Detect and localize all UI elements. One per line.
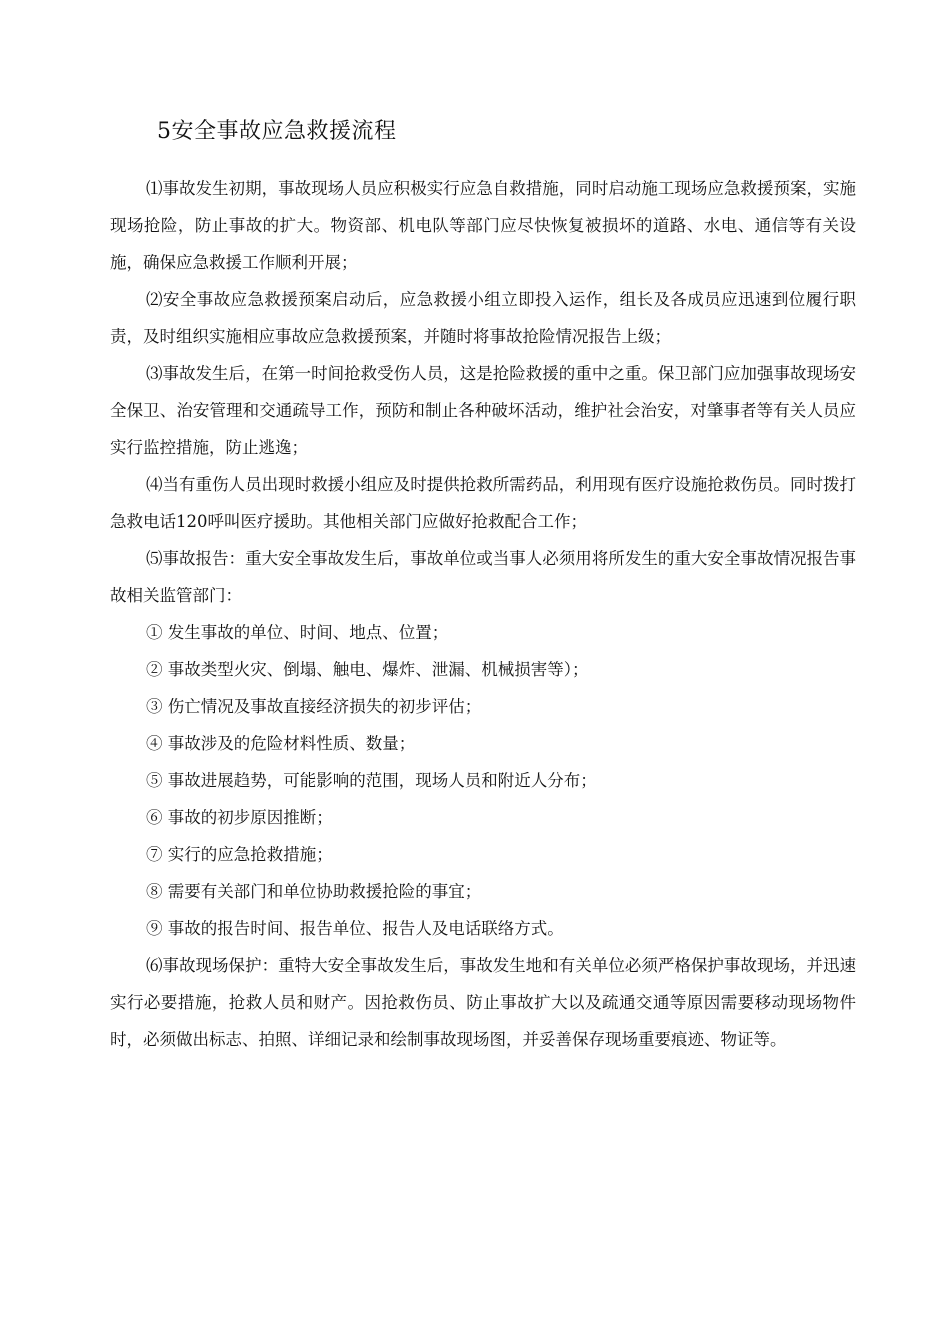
report-item-9: ⑨ 事故的报告时间、报告单位、报告人及电话联络方式。 bbox=[146, 919, 564, 938]
report-item-7: ⑦ 实行的应急抢救措施； bbox=[146, 845, 333, 864]
section-title: 5安全事故应急救援流程 bbox=[157, 119, 397, 144]
report-item-3: ③ 伤亡情况及事故直接经济损失的初步评估； bbox=[146, 697, 482, 716]
report-item-list bbox=[110, 614, 856, 947]
paragraph-2: ⑵安全事故应急救援预案启动后，应急救援小组立即投入运作，组长及各成员应迅速到位履行职责，及时组织实施相应事故应急救援预案，并随时将事故抢险情况报告上级； bbox=[110, 290, 856, 346]
report-item-5: ⑤ 事故进展趋势，可能影响的范围，现场人员和附近人分布； bbox=[146, 771, 597, 790]
report-item-8: ⑧ 需要有关部门和单位协助救援抢险的事宜； bbox=[146, 882, 482, 901]
report-item-2: ② 事故类型火灾、倒塌、触电、爆炸、泄漏、机械损害等）； bbox=[146, 660, 589, 679]
paragraph-1: ⑴事故发生初期，事故现场人员应积极实行应急自救措施，同时启动施工现场应急救援预案，实施现场抢险，防止事故的扩大。物资部、机电队等部门应尽快恢复被损坏的道路、水电、通信等有关设施，确保应急救援工作顺利开展； bbox=[110, 179, 856, 272]
report-item-1: ① 发生事故的单位、时间、地点、位置； bbox=[146, 623, 449, 642]
document-body bbox=[110, 170, 856, 1058]
report-item-6: ⑥ 事故的初步原因推断； bbox=[146, 808, 333, 827]
paragraph-4: ⑷当有重伤人员出现时救援小组应及时提供抢救所需药品，利用现有医疗设施抢救伤员。同时拨打急救电话120呼叫医疗援助。其他相关部门应做好抢救配合工作； bbox=[110, 475, 856, 531]
paragraph-6: ⑹事故现场保护：重特大安全事故发生后，事故发生地和有关单位必须严格保护事故现场，并迅速实行必要措施，抢救人员和财产。因抢救伤员、防止事故扩大以及疏通交通等原因需要移动现场物件时，必须做出标志、拍照、详细记录和绘制事故现场图，并妥善保存现场重要痕迹、物证等。 bbox=[110, 956, 856, 1049]
report-item-4: ④ 事故涉及的危险材料性质、数量； bbox=[146, 734, 416, 753]
paragraph-5: ⑸事故报告：重大安全事故发生后，事故单位或当事人必须用将所发生的重大安全事故情况报告事故相关监管部门： bbox=[110, 549, 856, 605]
paragraph-3: ⑶事故发生后，在第一时间抢救受伤人员，这是抢险救援的重中之重。保卫部门应加强事故现场安全保卫、治安管理和交通疏导工作，预防和制止各种破坏活动，维护社会治安，对肇事者等有关人员应实行监控措施，防止逃逸； bbox=[110, 364, 856, 457]
